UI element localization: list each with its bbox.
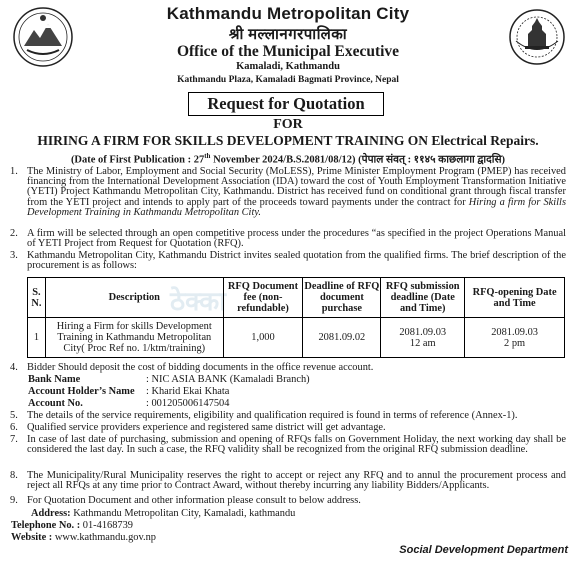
table-header: Description: [45, 278, 223, 318]
rfq-badge: Request for Quotation: [188, 92, 384, 116]
address-line-2: Kathmandu Plaza, Kamaladi Bagmati Province, Nepal: [177, 75, 399, 85]
org-name-nepali: श्री मल्लानगरपालिका: [228, 27, 348, 43]
bank-name-row: Bank Name : NIC ASIA BANK (Kamaladi Branch): [28, 374, 310, 385]
account-number-row: Account No. : 001205006147504: [28, 398, 230, 409]
table-cell: 2081.09.03 2 pm: [465, 318, 565, 358]
contact-address: Address: Kathmandu Metropolitan City, Kamaladi, kathmandu: [31, 508, 296, 519]
table-header: RFQ-opening Date and Time: [465, 278, 565, 318]
paragraph-9: 9. For Quotation Document and other information please consult to below address.: [10, 495, 361, 506]
table-cell: 2081.09.03 12 am: [381, 318, 465, 358]
table-header: RFQ Document fee (non-refundable): [223, 278, 303, 318]
contact-website: Website : www.kathmandu.gov.np: [11, 532, 156, 543]
table-header-row: [28, 278, 565, 318]
paragraph-3: 3. Kathmandu Metropolitan City, Kathmandu District invites sealed quotation from the qualified firms. The brief description of the procurement is as follows:: [10, 250, 566, 272]
for-label: FOR: [273, 117, 303, 132]
table-cell: 1: [28, 318, 46, 358]
publication-date: (Date of First Publication : 27th November 2024/B.S.2081/08/12) (पेपाल संवत् : ११४५ काछलागा द्वादसि): [70, 152, 506, 166]
procurement-table: [27, 277, 565, 358]
paragraph-2: 2. A firm will be selected through an open competitive process under the procedures “as specified in the project Operations Manual of YETI Project from Request for Quotation (RFQ).: [10, 228, 566, 250]
address-line-1: Kamaladi, Kathmandu: [236, 61, 340, 72]
org-name: Kathmandu Metropolitan City: [166, 4, 410, 23]
paragraph-6: 6. Qualified service providers experience and registered same district will get advantage.: [10, 422, 386, 433]
table-cell: 1,000: [223, 318, 303, 358]
paragraph-4: 4. Bidder Should deposit the cost of bidding documents in the office revenue account.: [10, 362, 374, 373]
watermark: ठेक्का: [170, 287, 226, 317]
paragraph-7: 7. In case of last date of purchasing, submission and opening of RFQs falls on Government Holiday, the next working day shall be considered the last day. In such a case, the RFQ validity shall be recognized from the original RFQ submission deadline.: [10, 434, 566, 456]
account-holder-row: Account Holder’s Name : Kharid Ekai Khata: [28, 386, 230, 397]
table-cell: 2081.09.02: [303, 318, 381, 358]
office-title: Office of the Municipal Executive: [176, 43, 400, 60]
table-header: RFQ submission deadline (Date and Time): [381, 278, 465, 318]
paragraph-8: 8. The Municipality/Rural Municipality reserves the right to accept or reject any RFQ and to annul the procurement process and reject all RFQs at any time prior to Contract Award, without thereby incurring any liability Bidders/Applicants.: [10, 470, 566, 492]
notice-title: HIRING A FIRM FOR SKILLS DEVELOPMENT TRAINING ON Electrical Repairs.: [37, 133, 539, 148]
contact-telephone: Telephone No. : 01-4168739: [11, 520, 134, 531]
department-signature: Social Development Department: [399, 544, 568, 556]
table-header: S. N.: [28, 278, 46, 318]
table-cell: Hiring a Firm for skills Development Training in Kathmandu Metropolitan City( Proc Ref no. 1/ktm/training): [45, 318, 223, 358]
table-header: Deadline of RFQ document purchase: [303, 278, 381, 318]
table-row: [28, 318, 565, 358]
paragraph-5: 5. The details of the service requirements, eligibility and qualification required is found in terms of reference (Annex-1).: [10, 410, 518, 421]
paragraph-1: 1. The Ministry of Labor, Employment and Social Security (MoLESS), Prime Minister Employment Program (PMEP) has received financing from the International Development Association (IDA) toward the cost of Youth Employment Transformation Initiative (YETI) Project Kathmandu Metropolitan City, Kathmandu. District has received fund on conditional grant through fiscal transfer from the YETI project and intends to apply part of the proceeds toward payments under the contract for Hiring a firm for Skills Development Training in Kathmandu Metropolitan City.: [10, 166, 566, 218]
